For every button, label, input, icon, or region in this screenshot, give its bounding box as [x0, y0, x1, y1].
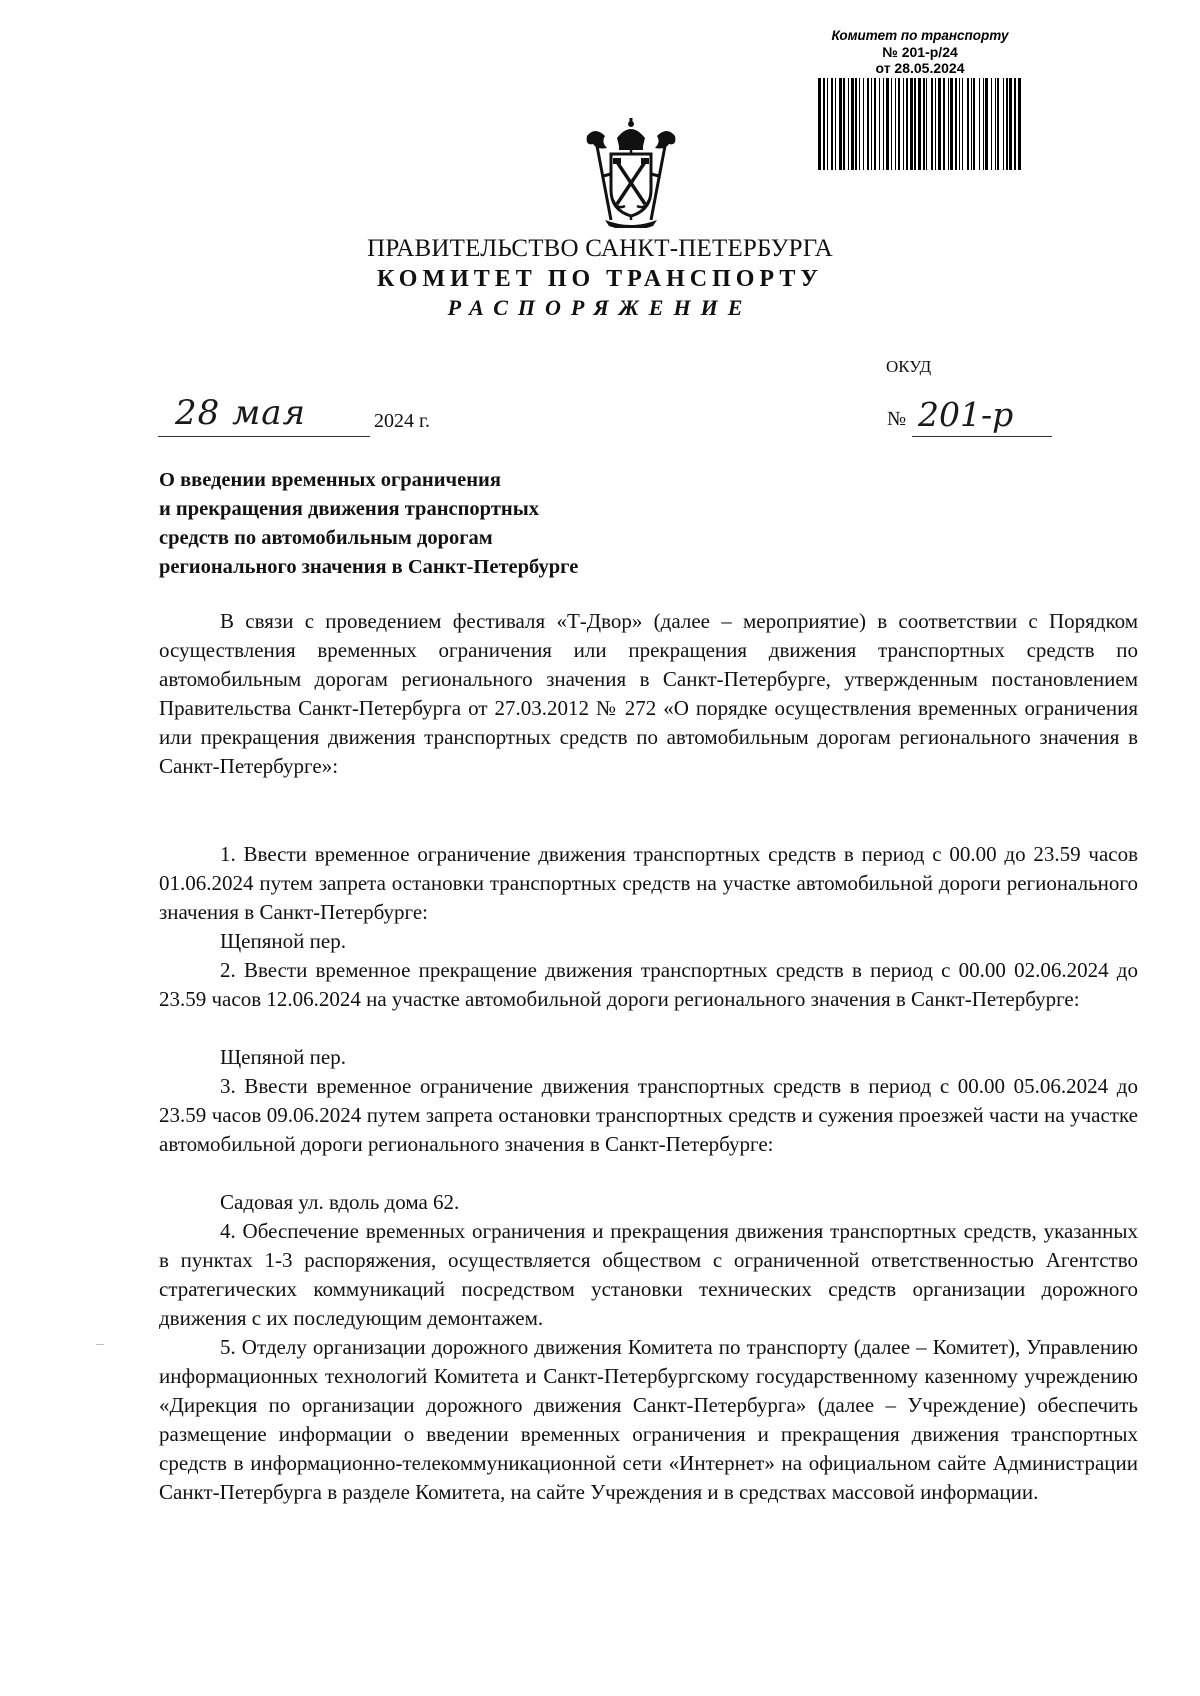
- barcode-bar: [910, 78, 913, 170]
- document-title: [159, 466, 578, 582]
- barcode-icon: [818, 78, 1022, 170]
- document-type: РАСПОРЯЖЕНИЕ: [447, 295, 753, 320]
- barcode-bar: [938, 78, 941, 170]
- barcode-bar: [839, 78, 842, 170]
- barcode-bar: [835, 78, 836, 170]
- barcode-bar: [823, 78, 825, 170]
- barcode-bar: [886, 78, 889, 170]
- number-sign: №: [887, 408, 907, 430]
- barcode-bar: [979, 78, 980, 170]
- item-3-paragraph: 3. Ввести временное ограничение движения транспортных средств в период с 00.00 05.06.2024 до 23.59 часов 09.06.2024 путем запрета остановки транспортных средств и сужения проезжей части на участке автомобильной дороги регионального значения в Санкт-Петербурге:: [159, 1074, 1138, 1156]
- barcode-bar: [851, 78, 854, 170]
- barcode-bar: [1003, 78, 1004, 170]
- item-3-street: Садовая ул. вдоль дома 62.: [220, 1190, 460, 1214]
- stamp-committee: Комитет по транспорту: [831, 28, 1009, 43]
- barcode-bar: [906, 78, 908, 170]
- item-1-street: Щепяной пер.: [220, 929, 346, 953]
- barcode-bar: [831, 78, 833, 170]
- barcode-bar: [935, 78, 936, 170]
- barcode-bar: [818, 78, 821, 170]
- date-underline: [158, 436, 370, 437]
- barcode-bar: [967, 78, 969, 170]
- okud-label: ОКУД: [886, 357, 932, 376]
- barcode-bar: [948, 78, 949, 170]
- margin-mark: [96, 1344, 104, 1345]
- government-name: ПРАВИТЕЛЬСТВО САНКТ-ПЕТЕРБУРГА: [367, 235, 833, 262]
- barcode-bar: [971, 78, 972, 170]
- item-1-paragraph: 1. Ввести временное ограничение движения транспортных средств в период с 00.00 до 23.59 часов 01.06.2024 путем запрета остановки транспортных средств на участке автомобильной дороги регионального значения в Санкт-Петербурге:: [159, 842, 1138, 924]
- date-year: 2024 г.: [374, 410, 430, 432]
- barcode-bar: [859, 78, 860, 170]
- barcode-bar: [848, 78, 849, 170]
- barcode-bar: [959, 78, 960, 170]
- barcode-bar: [867, 78, 869, 170]
- stamp-number: № 201-р/24: [882, 44, 958, 60]
- barcode-bar: [997, 78, 999, 170]
- barcode-bar: [931, 78, 933, 170]
- barcode-bar: [843, 78, 845, 170]
- barcode-bar: [973, 78, 975, 170]
- item-2-paragraph: 2. Ввести временное прекращение движения транспортных средств в период с 00.00 02.06.2024 до 23.59 часов 12.06.2024 на участке автомобильной дороги регионального значения в Санкт-Петербурге:: [159, 958, 1138, 1011]
- title-line: и прекращения движения транспортных: [159, 498, 539, 520]
- saint-petersburg-coat-of-arms-icon: [583, 116, 679, 228]
- barcode-bar: [891, 78, 892, 170]
- barcode-bar: [879, 78, 880, 170]
- barcode-bar: [871, 78, 872, 170]
- barcode-bar: [962, 78, 963, 170]
- handwritten-document-number: 201-р: [918, 395, 1014, 434]
- item-2-street: Щепяной пер.: [220, 1045, 346, 1069]
- barcode-bar: [827, 78, 828, 170]
- barcode-bar: [1009, 78, 1012, 170]
- title-line: средств по автомобильным дорогам: [159, 527, 493, 549]
- number-underline: [912, 436, 1052, 437]
- title-line: О введении временных ограничения: [159, 469, 501, 491]
- title-line: регионального значения в Санкт-Петербурге: [159, 556, 579, 578]
- barcode-bar: [898, 78, 900, 170]
- barcode-bar: [914, 78, 916, 170]
- handwritten-date: 28 мая: [175, 393, 307, 433]
- barcode-bar: [883, 78, 884, 170]
- barcode-bar: [895, 78, 896, 170]
- item-4-paragraph: 4. Обеспечение временных ограничения и прекращения движения транспортных средств, указанных в пунктах 1-3 распоряжения, осуществляется обществом с ограниченной ответственностью Агентство стратегических коммуникаций посредством установки технических средств организации дорожного движения с их последующим демонтажем.: [159, 1219, 1138, 1330]
- item-5-paragraph: 5. Отделу организации дорожного движения Комитета по транспорту (далее – Комитет), Управлению информационных технологий Комитета и Санкт-Петербургскому государственному казенному учреждению «Дирекция по организации дорожного движения Санкт-Петербурга» (далее – Учреждение) обеспечить размещение информации о введении временных ограничения и прекращения движения транспортных средств в информационно-телекоммуникационной сети «Интернет» на официальном сайте Администрации Санкт-Петербурга в разделе Комитета, на сайте Учреждения и в средствах массовой информации.: [159, 1335, 1138, 1504]
- registration-stamp: [812, 28, 1028, 76]
- barcode-bar: [926, 78, 927, 170]
- barcode-bar: [1018, 78, 1021, 170]
- barcode-bar: [955, 78, 957, 170]
- barcode-bar: [1014, 78, 1016, 170]
- barcode-bar: [985, 78, 988, 170]
- barcode-bar: [943, 78, 945, 170]
- barcode-bar: [855, 78, 857, 170]
- barcode-bar: [995, 78, 996, 170]
- barcode-bar: [983, 78, 984, 170]
- committee-name: КОМИТЕТ ПО ТРАНСПОРТУ: [377, 266, 823, 292]
- barcode-bar: [991, 78, 992, 170]
- stamp-date: от 28.05.2024: [875, 60, 965, 76]
- barcode-bar: [874, 78, 876, 170]
- barcode-bar: [923, 78, 925, 170]
- preamble-paragraph: В связи с проведением фестиваля «Т-Двор» (далее – мероприятие) в соответствии с Порядком осуществления временных ограничения или прекращения движения транспортных средств по автомобильным дорогам регионального значения в Санкт-Петербурге, утвержденным постановлением Правительства Санкт-Петербурга от 27.03.2012 № 272 «О порядке осуществления временных ограничения или прекращения движения транспортных средств по автомобильным дорогам регионального значения в Санкт-Петербурге»:: [159, 609, 1138, 778]
- barcode-bar: [1006, 78, 1008, 170]
- barcode-bar: [918, 78, 921, 170]
- barcode-bar: [950, 78, 953, 170]
- barcode-bar: [903, 78, 904, 170]
- barcode-bar: [863, 78, 864, 170]
